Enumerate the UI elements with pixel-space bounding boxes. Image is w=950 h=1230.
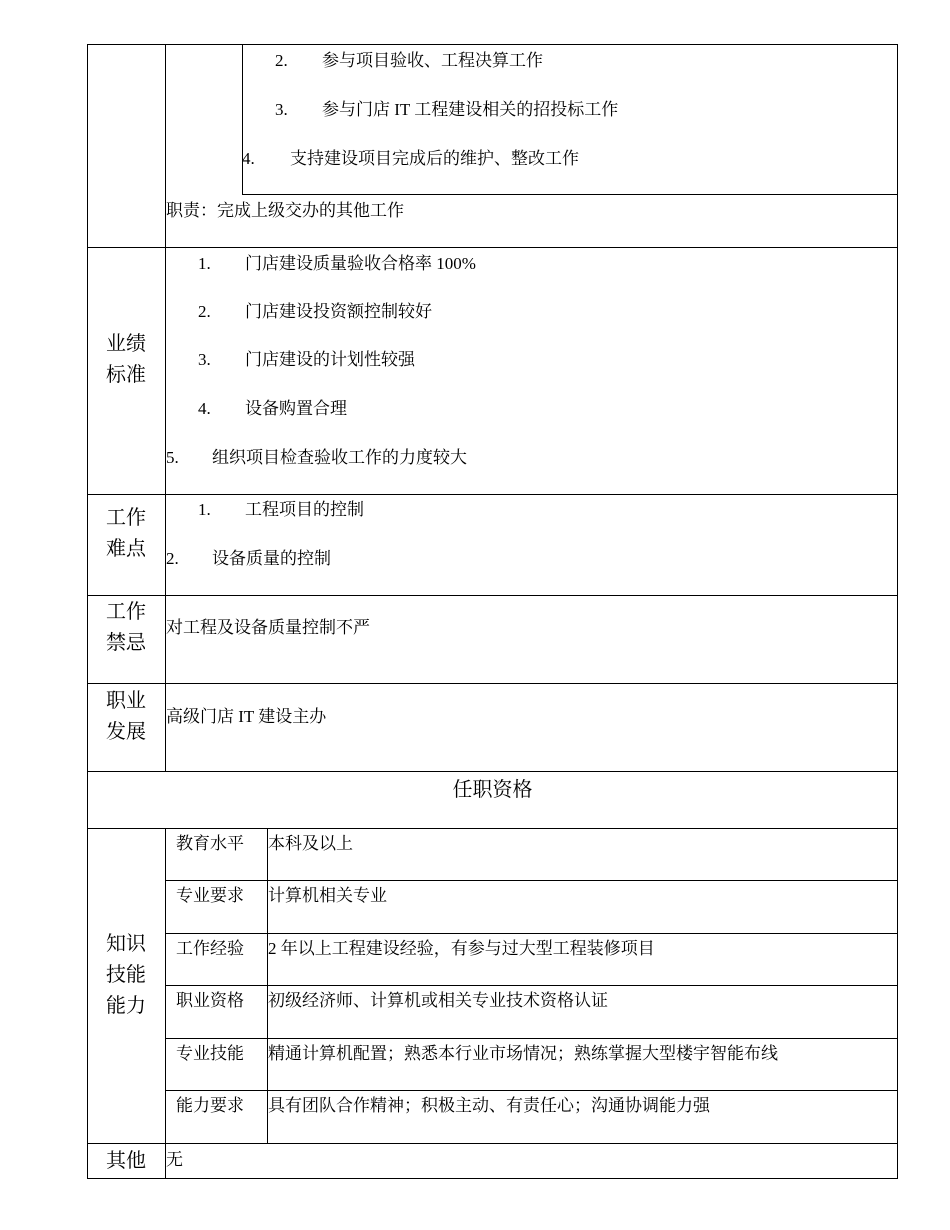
- job-description-table: [87, 44, 898, 1179]
- difficulty-num: 1.: [198, 500, 211, 519]
- resp-item-text: 参与门店 IT 工程建设相关的招投标工作: [322, 100, 619, 119]
- rule-qual-4: [165, 1038, 898, 1039]
- performance-text: 组织项目检查验收工作的力度较大: [212, 448, 467, 467]
- performance-num: 3.: [198, 350, 211, 369]
- other-label: 其他: [106, 1150, 146, 1172]
- career-text: 高级门店 IT 建设主办: [166, 707, 327, 726]
- performance-text: 设备购置合理: [245, 399, 347, 418]
- rule-after-qual-title: [87, 828, 898, 829]
- rule-qual-5: [165, 1090, 898, 1091]
- border-top: [87, 44, 898, 45]
- difficulty-num: 2.: [166, 549, 179, 568]
- difficulty-label: 工作 难点: [106, 507, 146, 560]
- performance-text: 门店建设的计划性较强: [245, 350, 415, 369]
- rule-inner-top-block: [242, 194, 898, 195]
- qual-key: 教育水平: [176, 834, 244, 853]
- qual-key: 职业资格: [176, 991, 244, 1010]
- rule-after-career: [87, 771, 898, 772]
- resp-item-num: 2.: [275, 51, 288, 70]
- rule-after-difficulty: [87, 595, 898, 596]
- taboo-text: 对工程及设备质量控制不严: [166, 618, 370, 637]
- rule-before-other: [87, 1143, 898, 1144]
- performance-text: 门店建设投资额控制较好: [245, 302, 432, 321]
- resp-item-num: 3.: [275, 100, 288, 119]
- inner-block-divider: [242, 44, 243, 194]
- rule-qual-2: [165, 933, 898, 934]
- rule-after-performance: [87, 494, 898, 495]
- qual-key: 工作经验: [176, 939, 244, 958]
- qualification-label: 知识 技能 能力: [106, 933, 146, 1017]
- border-bottom: [87, 1178, 898, 1179]
- qual-value: 精通计算机配置；熟悉本行业市场情况；熟练掌握大型楼宇智能布线: [268, 1044, 778, 1063]
- rule-after-responsibility: [87, 247, 898, 248]
- resp-item-text: 参与项目验收、工程决算工作: [322, 51, 543, 70]
- qual-key: 专业要求: [176, 886, 244, 905]
- performance-label: 业绩 标准: [106, 333, 146, 386]
- performance-num: 2.: [198, 302, 211, 321]
- label-col-divider-upper: [165, 44, 166, 772]
- taboo-label: 工作 禁忌: [106, 601, 146, 654]
- performance-num: 1.: [198, 254, 211, 273]
- qual-key: 专业技能: [176, 1044, 244, 1063]
- rule-qual-1: [165, 880, 898, 881]
- qual-value: 计算机相关专业: [268, 886, 387, 905]
- border-right: [897, 44, 898, 1179]
- difficulty-text: 工程项目的控制: [245, 500, 364, 519]
- rule-qual-3: [165, 985, 898, 986]
- rule-after-taboo: [87, 683, 898, 684]
- performance-num: 4.: [198, 399, 211, 418]
- qual-key: 能力要求: [176, 1096, 244, 1115]
- qual-value: 本科及以上: [268, 834, 353, 853]
- qual-value: 2 年以上工程建设经验，有参与过大型工程装修项目: [268, 939, 655, 958]
- resp-item-text: 支持建设项目完成后的维护、整改工作: [290, 149, 579, 168]
- resp-item-num: 4.: [242, 149, 255, 168]
- performance-text: 门店建设质量验收合格率 100%: [245, 254, 476, 273]
- other-text: 无: [166, 1150, 183, 1169]
- other-duty-text: 职责：完成上级交办的其他工作: [166, 201, 404, 220]
- performance-num: 5.: [166, 448, 179, 467]
- qual-value: 初级经济师、计算机或相关专业技术资格认证: [268, 991, 608, 1010]
- difficulty-text: 设备质量的控制: [212, 549, 331, 568]
- qualification-title: 任职资格: [452, 779, 533, 801]
- career-label: 职业 发展: [106, 690, 146, 743]
- qual-value: 具有团队合作精神；积极主动、有责任心；沟通协调能力强: [268, 1096, 710, 1115]
